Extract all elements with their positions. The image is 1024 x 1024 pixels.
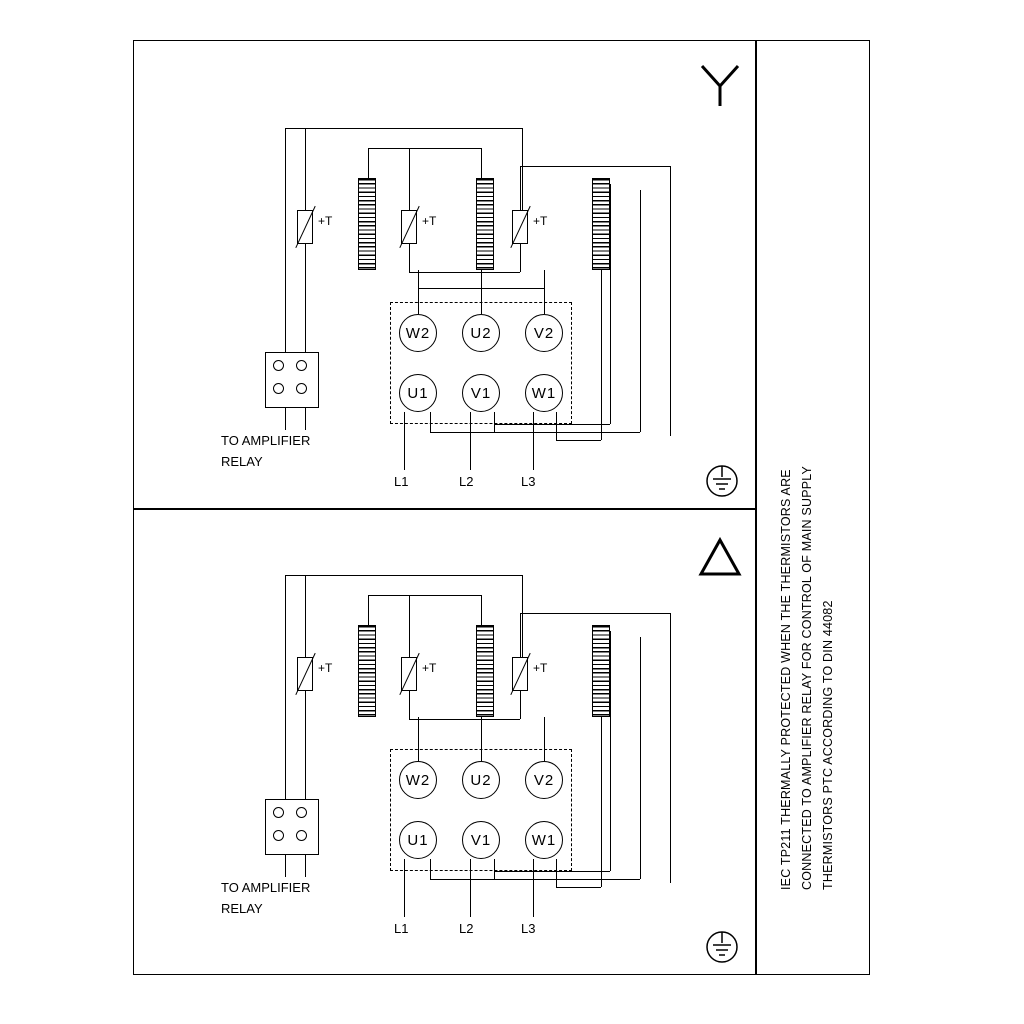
wire bbox=[470, 859, 471, 917]
wire bbox=[409, 595, 410, 657]
terminal-v1: V1 bbox=[462, 374, 500, 412]
wire bbox=[601, 717, 602, 887]
note-line-3: THERMISTORS PTC ACCORDING TO DIN 44082 bbox=[821, 600, 835, 890]
wire bbox=[404, 859, 405, 917]
wire bbox=[404, 412, 405, 470]
terminal-v2: V2 bbox=[525, 314, 563, 352]
wire bbox=[544, 270, 545, 314]
wire bbox=[409, 244, 410, 272]
thermistor-label-2: +T bbox=[422, 661, 437, 675]
terminal-v1: V1 bbox=[462, 821, 500, 859]
supply-label-l3: L3 bbox=[521, 921, 536, 936]
wire bbox=[533, 412, 534, 470]
wire bbox=[556, 440, 601, 441]
supply-label-l1: L1 bbox=[394, 921, 409, 936]
thermistor-label-3: +T bbox=[533, 661, 548, 675]
star-connection-symbol bbox=[696, 60, 744, 110]
earth-symbol bbox=[703, 462, 741, 500]
supply-label-l2: L2 bbox=[459, 474, 474, 489]
wire bbox=[430, 879, 640, 880]
wire bbox=[556, 859, 557, 887]
amplifier-label-line1: TO AMPLIFIER bbox=[221, 433, 311, 448]
wire bbox=[430, 859, 431, 879]
wire bbox=[305, 855, 306, 877]
terminal-u1: U1 bbox=[399, 374, 437, 412]
amplifier-label-line1: TO AMPLIFIER bbox=[221, 880, 311, 895]
wire bbox=[520, 166, 521, 210]
wire bbox=[285, 855, 286, 877]
terminal-v2: V2 bbox=[525, 761, 563, 799]
winding-3 bbox=[592, 178, 610, 270]
panel-divider bbox=[133, 508, 755, 510]
wire bbox=[520, 613, 521, 657]
wire bbox=[368, 595, 369, 627]
terminal-w2: W2 bbox=[399, 314, 437, 352]
wire bbox=[533, 859, 534, 917]
terminal-u2: U2 bbox=[462, 761, 500, 799]
supply-label-l2: L2 bbox=[459, 921, 474, 936]
wire bbox=[285, 408, 286, 430]
wire bbox=[481, 717, 482, 761]
wire bbox=[368, 148, 369, 180]
thermistor-label-2: +T bbox=[422, 214, 437, 228]
delta-connection-symbol bbox=[696, 534, 744, 580]
wire bbox=[305, 575, 306, 657]
wire bbox=[481, 270, 482, 314]
supply-label-l3: L3 bbox=[521, 474, 536, 489]
wire bbox=[544, 717, 545, 761]
wire bbox=[520, 691, 521, 719]
thermistor-label-1: +T bbox=[318, 214, 333, 228]
wire bbox=[430, 432, 640, 433]
wire bbox=[520, 613, 670, 614]
terminal-u2: U2 bbox=[462, 314, 500, 352]
supply-label-l1: L1 bbox=[394, 474, 409, 489]
wire bbox=[610, 184, 611, 424]
wire bbox=[285, 128, 305, 129]
wire bbox=[610, 631, 611, 871]
wire bbox=[520, 244, 521, 272]
amplifier-connector-block bbox=[265, 799, 319, 855]
earth-symbol bbox=[703, 928, 741, 966]
wire bbox=[305, 128, 523, 129]
amplifier-connector-block bbox=[265, 352, 319, 408]
wire bbox=[556, 887, 601, 888]
wire bbox=[409, 148, 410, 210]
terminal-w1: W1 bbox=[525, 374, 563, 412]
wire bbox=[409, 719, 520, 720]
wire bbox=[522, 575, 523, 657]
wire bbox=[494, 412, 495, 432]
amplifier-label-line2: RELAY bbox=[221, 901, 263, 916]
note-line-2: CONNECTED TO AMPLIFIER RELAY FOR CONTROL OF MAIN SUPPLY bbox=[800, 465, 814, 890]
wire bbox=[520, 166, 670, 167]
wire bbox=[670, 613, 671, 883]
winding-2 bbox=[476, 178, 494, 270]
winding-1 bbox=[358, 178, 376, 270]
terminal-w1: W1 bbox=[525, 821, 563, 859]
wire bbox=[285, 575, 286, 823]
wire bbox=[285, 575, 305, 576]
wire bbox=[556, 412, 557, 440]
amplifier-label-line2: RELAY bbox=[221, 454, 263, 469]
wire bbox=[601, 270, 602, 440]
wire bbox=[481, 148, 482, 180]
wire bbox=[670, 166, 671, 436]
wire bbox=[481, 595, 482, 627]
wire bbox=[418, 270, 419, 314]
winding-2 bbox=[476, 625, 494, 717]
wire bbox=[494, 424, 610, 425]
thermistor-label-3: +T bbox=[533, 214, 548, 228]
wire bbox=[494, 871, 610, 872]
wire bbox=[430, 412, 431, 432]
wire bbox=[409, 691, 410, 719]
winding-1 bbox=[358, 625, 376, 717]
wire bbox=[305, 575, 523, 576]
wire bbox=[640, 637, 641, 879]
wire bbox=[285, 128, 286, 376]
wire bbox=[640, 190, 641, 432]
wire bbox=[368, 148, 481, 149]
thermistor-label-1: +T bbox=[318, 661, 333, 675]
terminal-u1: U1 bbox=[399, 821, 437, 859]
wire bbox=[494, 859, 495, 879]
wire bbox=[418, 717, 419, 761]
wire bbox=[368, 595, 481, 596]
note-line-1: IEC TP211 THERMALLY PROTECTED WHEN THE THERMISTORS ARE bbox=[779, 469, 793, 890]
winding-3 bbox=[592, 625, 610, 717]
terminal-w2: W2 bbox=[399, 761, 437, 799]
wire bbox=[409, 272, 520, 273]
wire bbox=[522, 128, 523, 210]
wire bbox=[305, 128, 306, 210]
wire bbox=[470, 412, 471, 470]
note-column-divider bbox=[755, 40, 757, 975]
wire bbox=[418, 288, 544, 289]
wire bbox=[305, 408, 306, 430]
